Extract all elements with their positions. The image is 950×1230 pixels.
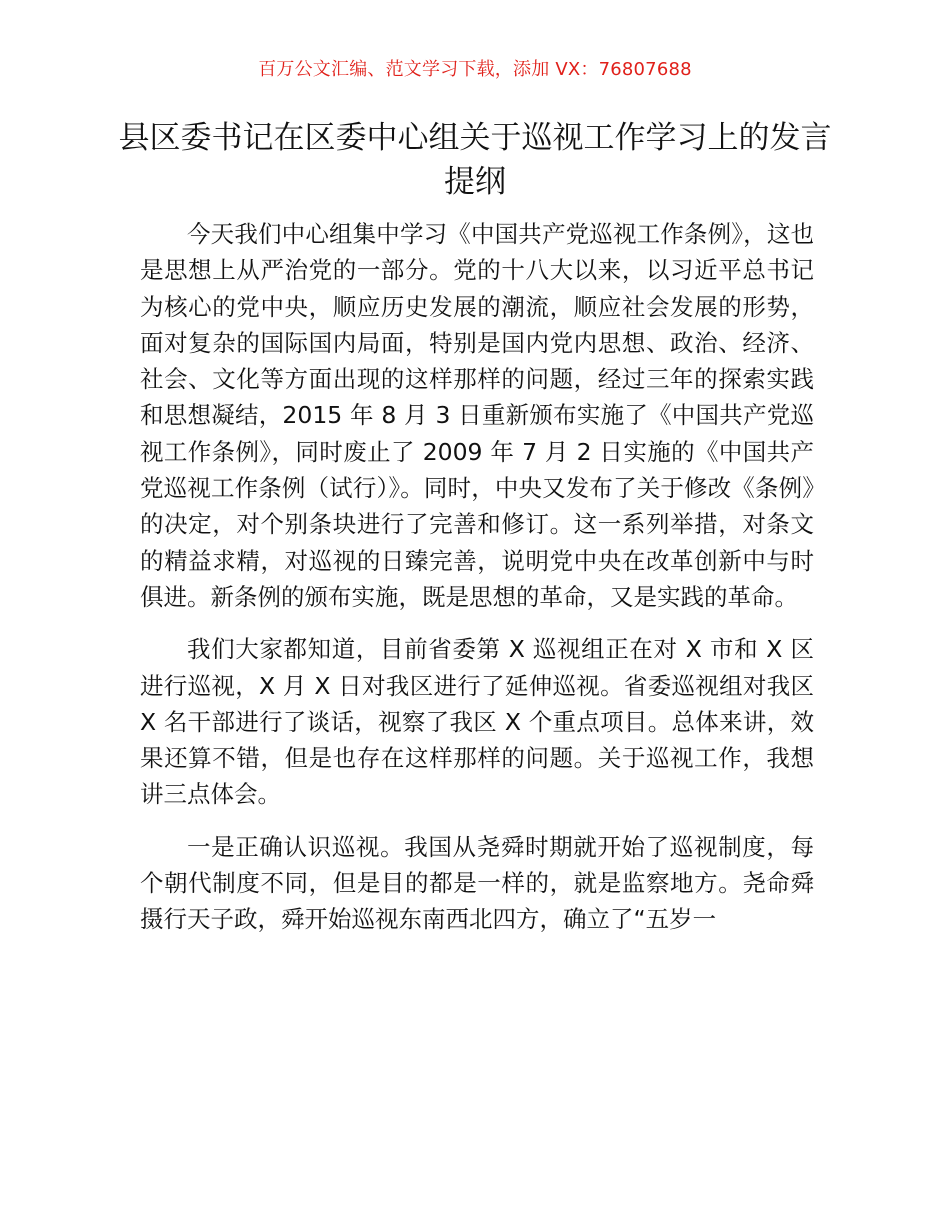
paragraph-1: 今天我们中心组集中学习《中国共产党巡视工作条例》，这也是思想上从严治党的一部分。党的十八大以来，以习近平总书记为核心的党中央，顺应历史发展的潮流，顺应社会发展的形势，面对复杂的国际国内局面，特别是国内党内思想、政治、经济、社会、文化等方面出现的这样那样的问题，经过三年的探索实践和思想凝结，2015 年 8 月 3 日重新颁布实施了《中国共产党巡视工作条例》，同时废止了 2009 年 7 月 2 日实施的《中国共产党巡视工作条例（试行）》。同时，中央又发布了关于修改《条例》的决定，对个别条块进行了完善和修订。这一系列举措，对条文的精益求精，对巡视的日臻完善，说明党中央在改革创新中与时俱进。新条例的颁布实施，既是思想的革命，又是实践的革命。 — [140, 220, 814, 611]
document-body — [140, 216, 814, 954]
promo-header: 百万公文汇编、范文学习下载，添加 VX：76807688 — [258, 59, 692, 80]
paragraph-3: 一是正确认识巡视。我国从尧舜时期就开始了巡视制度，每个朝代制度不同，但是目的都是一样的，就是监察地方。尧命舜摄行天子政，舜开始巡视东南西北四方，确立了“五岁一 — [140, 832, 814, 934]
document-title: 县区委书记在区委中心组关于巡视工作学习上的发言提纲 — [118, 120, 832, 200]
paragraph-2: 我们大家都知道，目前省委第 X 巡视组正在对 X 市和 X 区进行巡视，X 月 X 日对我区进行了延伸巡视。省委巡视组对我区 X 名干部进行了谈话，视察了我区 X 个重点项目。总体来讲，效果还算不错，但是也存在这样那样的问题。关于巡视工作，我想讲三点体会。 — [140, 635, 814, 809]
